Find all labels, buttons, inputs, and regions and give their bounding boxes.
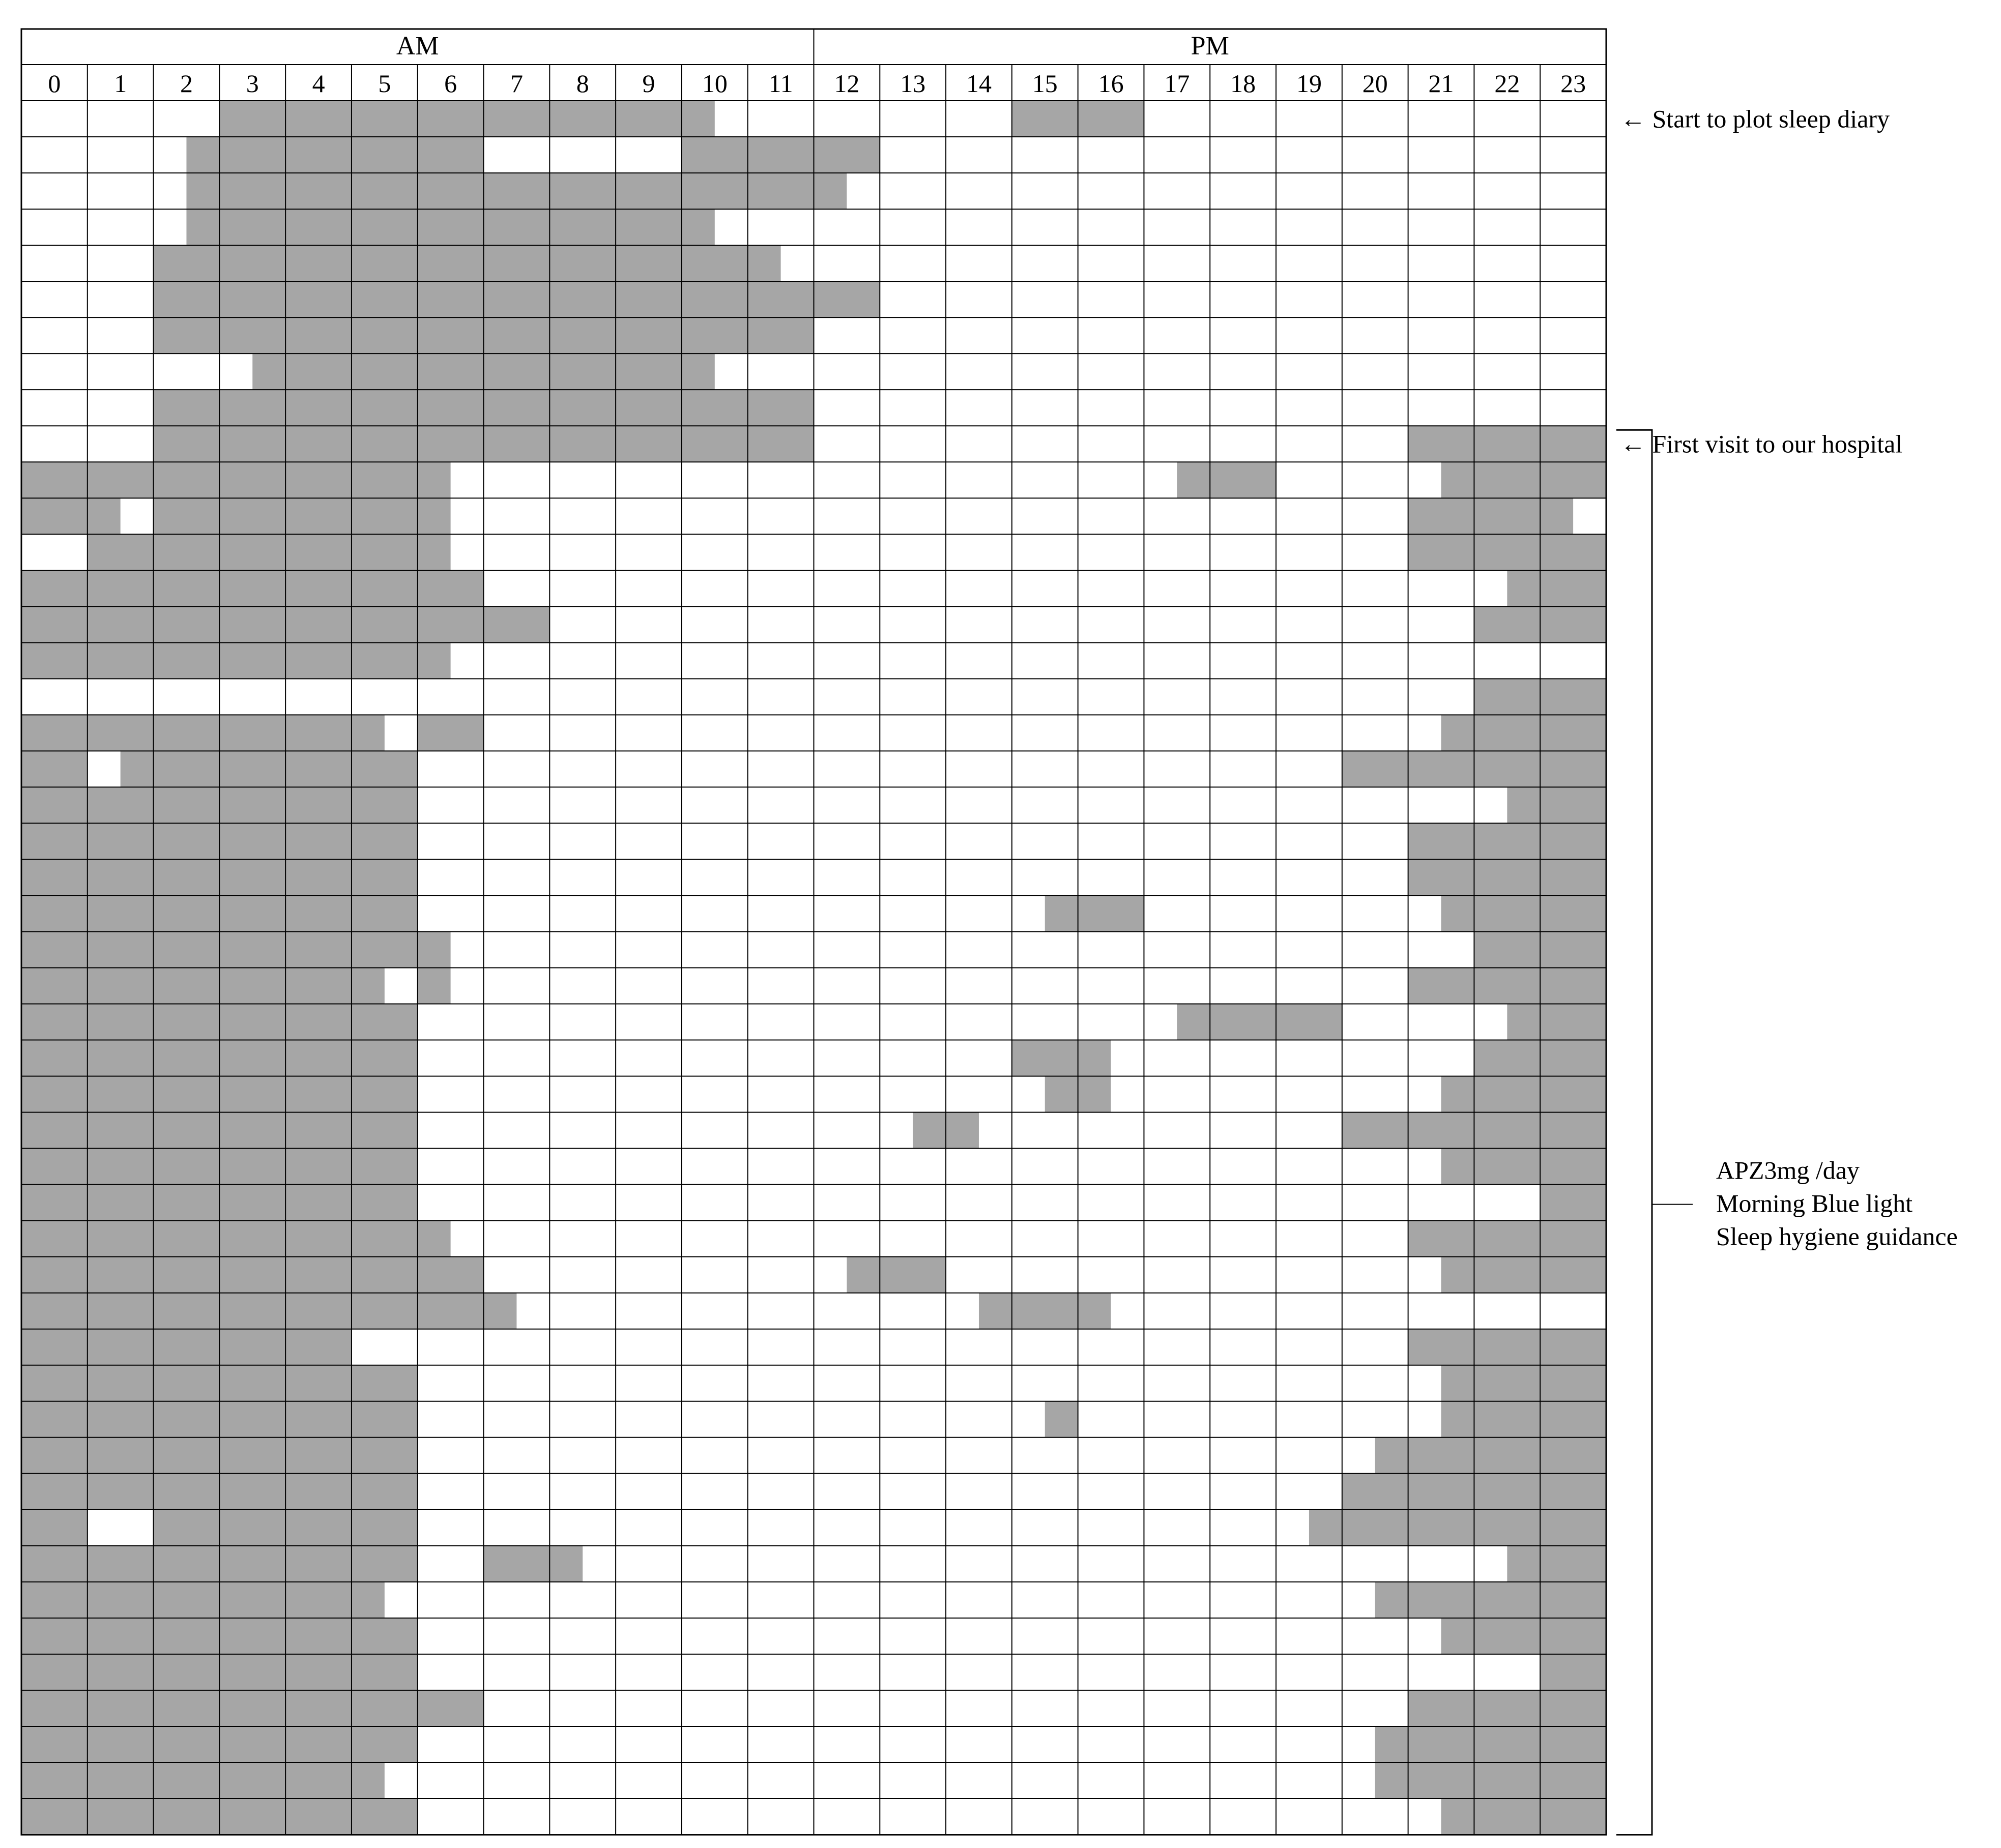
sleep-block-day41-2 bbox=[484, 1546, 583, 1582]
sleep-block-day12-1 bbox=[21, 498, 121, 534]
sleep-block-day36-2 bbox=[1441, 1365, 1606, 1401]
sleep-block-day26-3 bbox=[1507, 1004, 1606, 1040]
sleep-block-day40-3 bbox=[1309, 1510, 1606, 1546]
sleep-block-day32-2 bbox=[1408, 1221, 1606, 1257]
hour-label-6: 6 bbox=[444, 69, 457, 98]
sleep-block-day42-1 bbox=[21, 1582, 385, 1618]
sleep-block-day43-2 bbox=[1441, 1618, 1606, 1654]
sleep-block-day23-3 bbox=[1441, 895, 1606, 931]
sleep-block-day48-2 bbox=[1441, 1799, 1606, 1835]
sleep-block-day25-2 bbox=[418, 968, 451, 1004]
sleep-block-day4-1 bbox=[186, 209, 714, 245]
sleep-block-day26-2 bbox=[1177, 1004, 1342, 1040]
sleep-block-day1-1 bbox=[219, 101, 714, 137]
sleep-block-day27-2 bbox=[1012, 1040, 1111, 1076]
sleep-block-day46-2 bbox=[1375, 1726, 1606, 1763]
sleep-block-day33-2 bbox=[847, 1257, 946, 1293]
hour-label-10: 10 bbox=[702, 69, 728, 98]
sleep-block-day47-2 bbox=[1375, 1763, 1606, 1799]
sleep-block-day44-2 bbox=[1540, 1654, 1606, 1690]
sleep-block-day37-2 bbox=[1045, 1401, 1078, 1438]
sleep-block-day21-2 bbox=[1408, 823, 1606, 859]
sleep-block-day2-1 bbox=[186, 137, 483, 173]
sleep-block-day41-3 bbox=[1507, 1546, 1606, 1582]
annotation-treatment-line-2: Morning Blue light bbox=[1716, 1189, 1913, 1218]
sleep-block-day45-2 bbox=[1408, 1690, 1606, 1726]
hour-label-13: 13 bbox=[900, 69, 926, 98]
hour-label-21: 21 bbox=[1428, 69, 1454, 98]
sleep-block-day22-2 bbox=[1408, 859, 1606, 895]
sleep-block-day13-2 bbox=[1408, 534, 1606, 570]
hour-label-1: 1 bbox=[114, 69, 127, 98]
sleep-block-day45-1 bbox=[21, 1690, 484, 1726]
sleep-block-day18-2 bbox=[418, 715, 484, 751]
sleep-block-day42-2 bbox=[1375, 1582, 1606, 1618]
sleep-block-day34-1 bbox=[21, 1293, 516, 1329]
hour-label-5: 5 bbox=[378, 69, 391, 98]
sleep-block-day11-1 bbox=[21, 462, 451, 498]
sleep-block-day37-3 bbox=[1441, 1401, 1606, 1438]
hour-label-22: 22 bbox=[1494, 69, 1520, 98]
hour-label-16: 16 bbox=[1098, 69, 1124, 98]
hour-label-9: 9 bbox=[642, 69, 655, 98]
hour-label-0: 0 bbox=[48, 69, 61, 98]
sleep-block-day25-3 bbox=[1408, 968, 1606, 1004]
sleep-block-day11-3 bbox=[1441, 462, 1606, 498]
sleep-block-day6-1 bbox=[154, 281, 880, 317]
hour-label-12: 12 bbox=[834, 69, 860, 98]
sleep-block-day13-1 bbox=[88, 534, 451, 570]
sleep-block-day18-3 bbox=[1441, 715, 1606, 751]
sleep-block-day30-2 bbox=[1441, 1149, 1606, 1185]
sleep-block-day10-2 bbox=[1408, 426, 1606, 462]
hour-label-23: 23 bbox=[1560, 69, 1586, 98]
hour-label-15: 15 bbox=[1032, 69, 1058, 98]
sleep-block-day14-1 bbox=[21, 570, 484, 606]
sleep-block-day33-1 bbox=[21, 1257, 484, 1293]
annotation-treatment-line-3: Sleep hygiene guidance bbox=[1716, 1222, 1958, 1251]
sleep-block-day25-1 bbox=[21, 968, 385, 1004]
sleep-block-day11-2 bbox=[1177, 462, 1276, 498]
sleep-block-day18-1 bbox=[21, 715, 385, 751]
period-header-pm: PM bbox=[1191, 32, 1229, 61]
sleep-block-day12-2 bbox=[154, 498, 451, 534]
hour-label-4: 4 bbox=[312, 69, 325, 98]
hour-label-8: 8 bbox=[576, 69, 589, 98]
sleep-block-day19-1 bbox=[21, 751, 88, 787]
sleep-block-day24-1 bbox=[21, 931, 451, 967]
sleep-block-day2-2 bbox=[682, 137, 880, 173]
sleep-block-day28-3 bbox=[1441, 1076, 1606, 1112]
hour-label-3: 3 bbox=[246, 69, 259, 98]
sleep-block-day33-3 bbox=[1441, 1257, 1606, 1293]
annotation-treatment-line-1: APZ3mg /day bbox=[1716, 1156, 1860, 1185]
chart-annotations bbox=[1616, 105, 1958, 1835]
sleep-block-day12-3 bbox=[1408, 498, 1573, 534]
sleep-block-day14-2 bbox=[1507, 570, 1606, 606]
hour-label-7: 7 bbox=[510, 69, 523, 98]
sleep-block-day34-2 bbox=[979, 1293, 1111, 1329]
sleep-block-day16-1 bbox=[21, 642, 451, 679]
annotation-first-visit: ← First visit to our hospital bbox=[1620, 429, 1903, 458]
period-header-am: AM bbox=[396, 32, 439, 61]
hour-tick-labels bbox=[48, 69, 1586, 98]
sleep-block-day31-2 bbox=[1540, 1185, 1606, 1221]
sleep-block-day35-1 bbox=[21, 1329, 352, 1365]
sleep-block-day32-1 bbox=[21, 1221, 451, 1257]
hour-label-14: 14 bbox=[966, 69, 992, 98]
hour-label-11: 11 bbox=[768, 69, 793, 98]
sleep-block-day5-1 bbox=[154, 245, 781, 281]
hour-label-2: 2 bbox=[180, 69, 193, 98]
sleep-block-day40-1 bbox=[21, 1510, 88, 1546]
annotation-start-diary: ← Start to plot sleep diary bbox=[1620, 104, 1890, 133]
hour-label-19: 19 bbox=[1296, 69, 1322, 98]
sleep-block-day35-2 bbox=[1408, 1329, 1606, 1365]
sleep-block-day47-1 bbox=[21, 1763, 385, 1799]
treatment-bracket bbox=[1616, 430, 1652, 1835]
sleep-block-day38-2 bbox=[1375, 1438, 1606, 1474]
chart-header bbox=[396, 32, 1229, 61]
hour-label-20: 20 bbox=[1362, 69, 1388, 98]
hour-label-18: 18 bbox=[1230, 69, 1256, 98]
sleep-block-day20-2 bbox=[1507, 787, 1606, 823]
sleep-block-day23-2 bbox=[1045, 895, 1144, 931]
sleep-block-day19-2 bbox=[121, 751, 418, 787]
hour-label-17: 17 bbox=[1164, 69, 1190, 98]
